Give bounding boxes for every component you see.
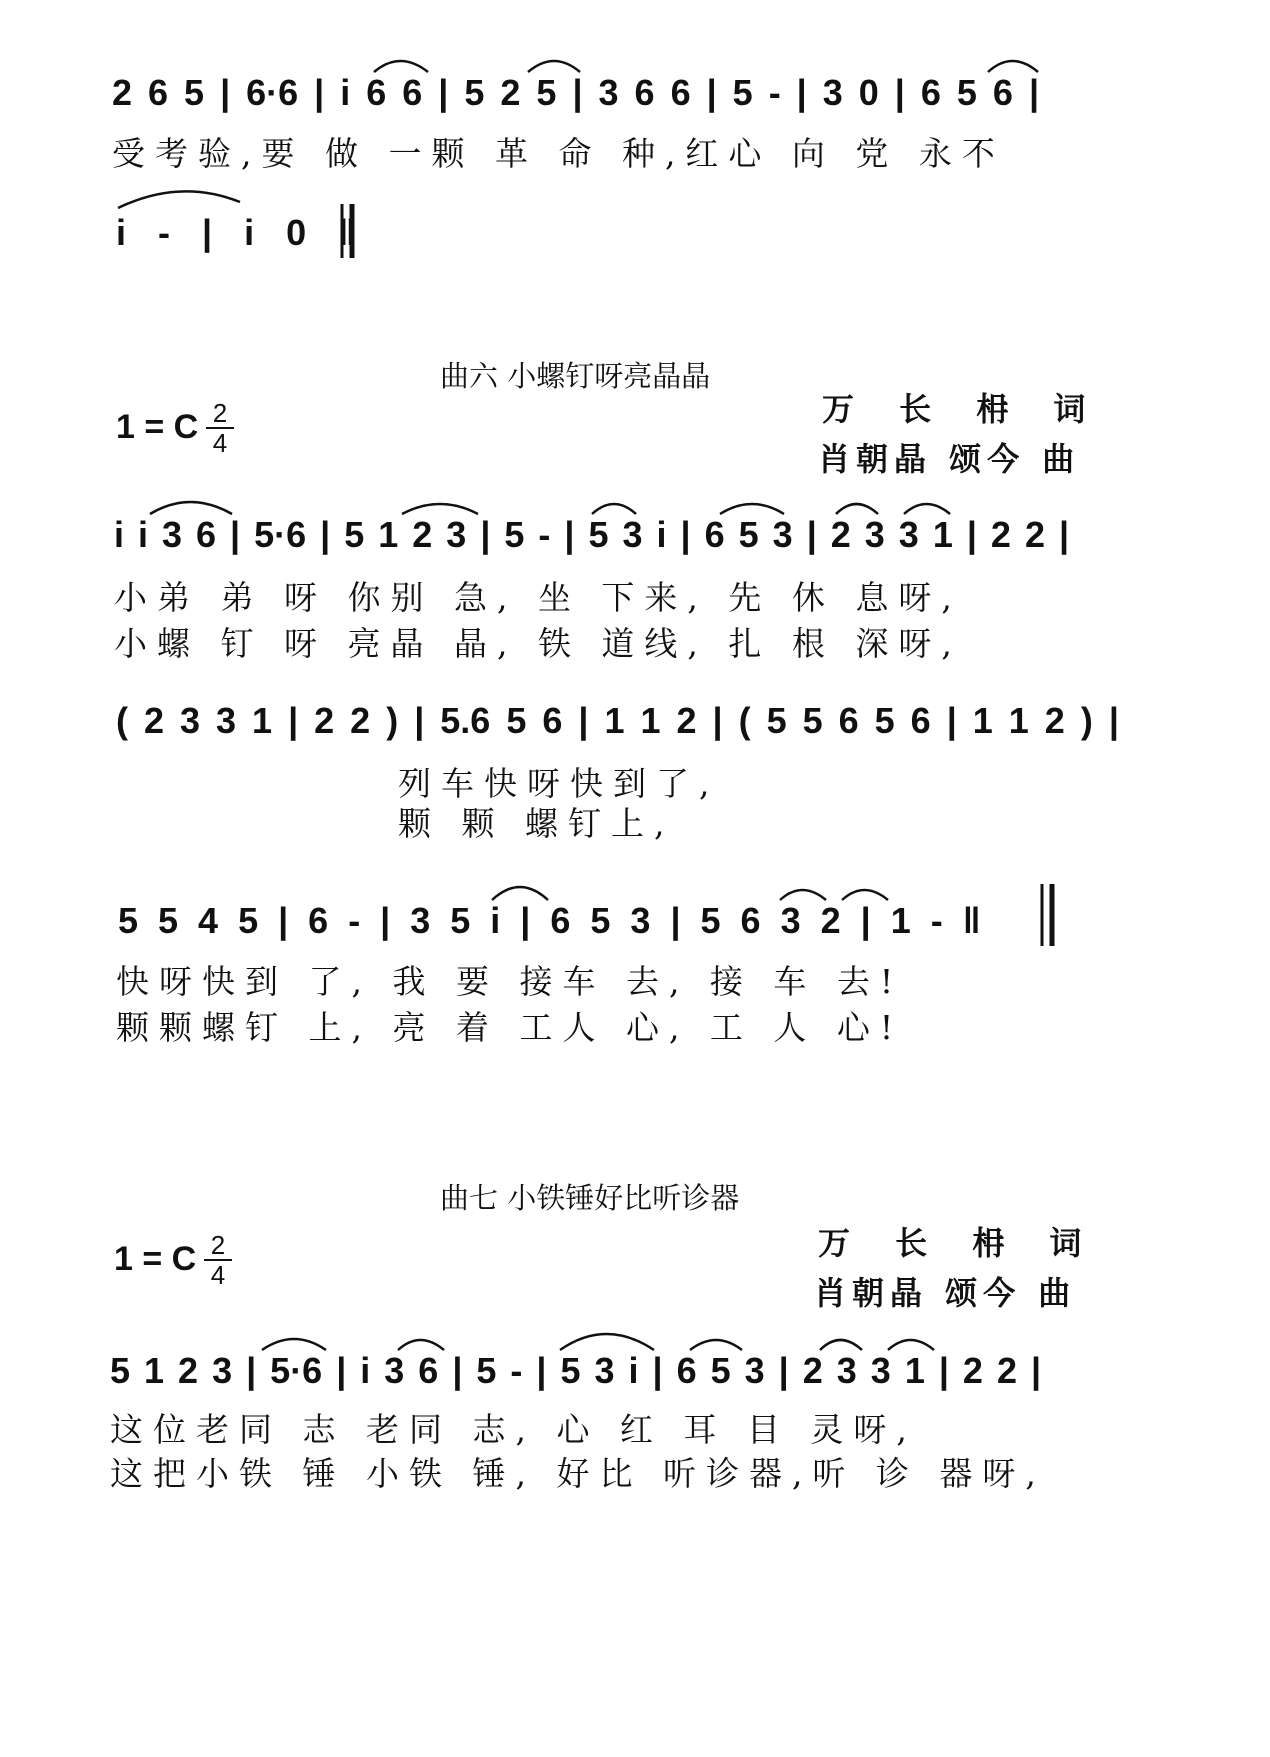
- song6-row3-lyrics-verse2: 颗颗螺钉 上, 亮 着 工人 心, 工 人 心!: [116, 1008, 904, 1047]
- song6-time-bottom: 4: [212, 428, 228, 458]
- song6-row2-lyrics-verse2: 颗 颗 螺钉上,: [398, 804, 675, 843]
- slur-mark: [780, 890, 826, 900]
- slur-mark: [820, 1340, 862, 1350]
- song7-composer: 肖朝晶 颂今 曲: [814, 1274, 1077, 1312]
- slur-mark: [720, 504, 784, 514]
- prev-song-notes-line2: i - | i 0 ‖: [116, 212, 357, 253]
- slur-mark: [836, 504, 878, 514]
- song6-composer: 肖朝晶 颂今 曲: [818, 440, 1081, 478]
- slur-mark: [528, 61, 580, 72]
- song6-time-top: 2: [212, 398, 228, 428]
- slur-mark: [398, 1340, 444, 1350]
- song6-row1-notes: i i 3 6 | 5·6 | 5 1 2 3 | 5 - | 5 3 i | 6 5 3 | 2 3 3 1 | 2 2 |: [114, 514, 1070, 555]
- song6-key: 1 = C: [116, 408, 199, 446]
- song6-row2-lyrics-verse1: 列车快呀快到了,: [398, 764, 720, 803]
- song7-row1-lyrics-verse1: 这位老同 志 老同 志, 心 红 耳 目 灵呀,: [110, 1410, 917, 1449]
- slur-mark: [888, 1340, 934, 1350]
- slur-mark: [592, 504, 636, 514]
- prev-song-notes-line1: 2 6 5 | 6·6 | i 6 6 | 5 2 5 | 3 6 6 | 5 - | 3 0 | 6 5 6 |: [112, 72, 1040, 113]
- song7-title: 曲七 小铁锤好比听诊器: [440, 1181, 740, 1215]
- slur-mark: [492, 887, 548, 900]
- song7-time-bottom: 4: [210, 1260, 226, 1290]
- song6-title: 曲六 小螺钉呀亮晶晶: [440, 359, 711, 393]
- slur-mark: [118, 191, 240, 208]
- song7-time-top: 2: [210, 1230, 226, 1260]
- song6-lyricist: 万 长 枏 词: [822, 390, 1092, 428]
- song7-row1-notes: 5 1 2 3 | 5·6 | i 3 6 | 5 - | 5 3 i | 6 5 3 | 2 3 3 1 | 2 2 |: [110, 1350, 1042, 1391]
- slur-mark: [150, 502, 232, 514]
- song6-row3-lyrics-verse1: 快呀快到 了, 我 要 接车 去, 接 车 去!: [116, 962, 904, 1001]
- slur-mark: [560, 1334, 654, 1350]
- slur-mark: [402, 504, 478, 514]
- song6-row2-notes: ( 2 3 3 1 | 2 2 ) | 5.6 5 6 | 1 1 2 | ( 5 5 6 5 6 | 1 1 2 ) |: [116, 700, 1119, 741]
- song7-lyricist: 万 长 枏 词: [818, 1224, 1088, 1262]
- song6-row3-notes: 5 5 4 5 | 6 - | 3 5 i | 6 5 3 | 5 6 3 2 | 1 - ‖: [118, 900, 981, 941]
- song7-key: 1 = C: [114, 1240, 197, 1278]
- slur-mark: [690, 1340, 742, 1350]
- prev-song-lyrics-line1: 受考验,要 做 一颗 革 命 种,红心 向 党 永不: [112, 134, 1005, 173]
- slur-mark: [262, 1339, 326, 1350]
- slur-mark: [904, 504, 950, 514]
- slur-mark: [842, 890, 888, 900]
- song6-row1-lyrics-verse1: 小弟 弟 呀 你别 急, 坐 下来, 先 休 息呀,: [114, 578, 962, 617]
- song6-row1-lyrics-verse2: 小螺 钉 呀 亮晶 晶, 铁 道线, 扎 根 深呀,: [114, 624, 962, 663]
- song7-row1-lyrics-verse2: 这把小铁 锤 小铁 锤, 好比 听诊器,听 诊 器呀,: [110, 1454, 1046, 1493]
- slur-mark: [988, 61, 1038, 72]
- slur-mark: [374, 61, 428, 72]
